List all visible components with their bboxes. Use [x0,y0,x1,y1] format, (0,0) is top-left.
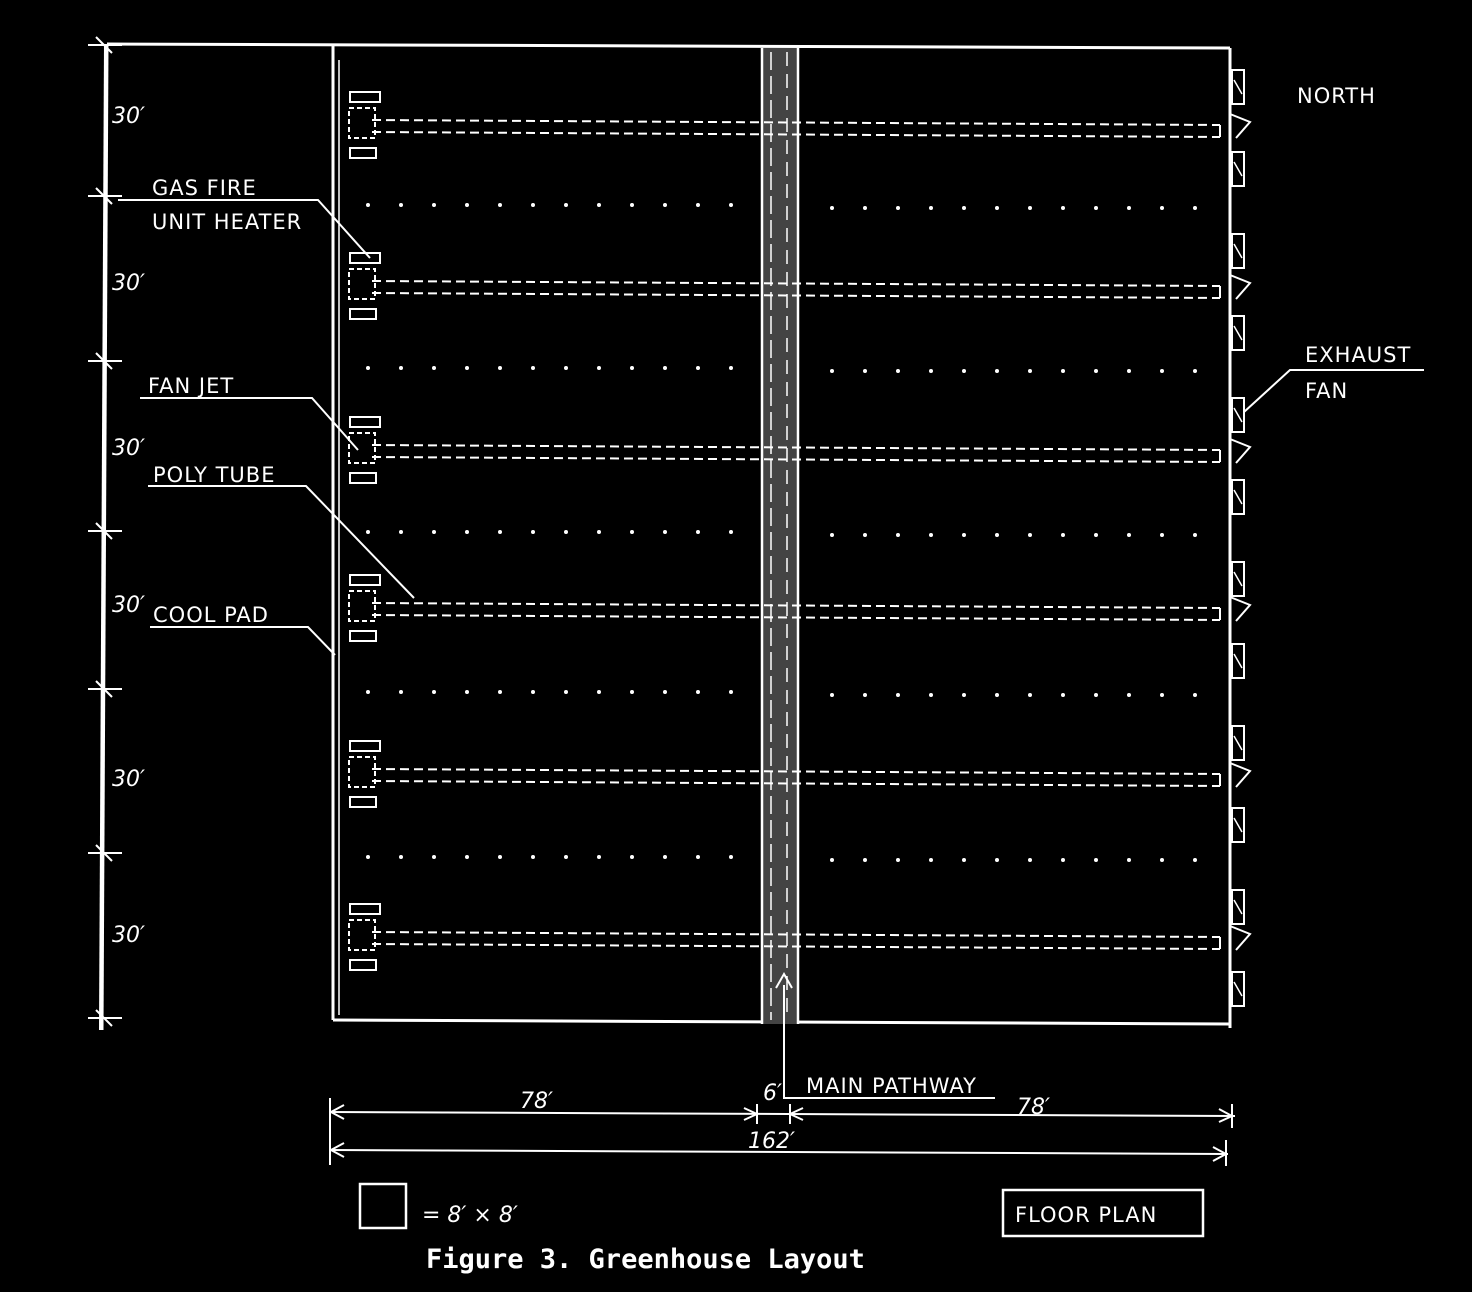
poly-tube-leader [148,486,414,598]
wall-notch [1230,597,1250,621]
main-pathway-strip [762,48,798,1024]
exhaust-fan [1232,562,1244,596]
unit-heater [349,904,380,970]
cool-pad-label: COOL PAD [153,603,269,627]
bay-height-label: 30′ [112,436,145,461]
exhaust-label-line1: EXHAUST [1305,343,1412,367]
path-width-dim: 6′ [763,1081,782,1106]
wall-notch [1230,926,1250,950]
unit-heater-group [349,92,380,970]
scale-legend-square [360,1184,406,1228]
north-label: NORTH [1297,84,1376,108]
dimension-tick [88,845,122,861]
exhaust-label-line2: FAN [1305,379,1349,403]
poly-tube-label: POLY TUBE [153,463,276,487]
exhaust-fan [1232,890,1244,924]
bay-height-label: 30′ [112,104,145,129]
exhaust-fan [1232,644,1244,678]
unit-heater [349,253,380,319]
bay-height-label: 30′ [112,767,145,792]
cool-pad-leader [150,627,335,655]
wall-notch [1230,275,1250,299]
unit-heater [349,741,380,807]
exhaust-fan [1232,234,1244,268]
exhaust-fan [1232,152,1244,186]
exhaust-fan [1232,808,1244,842]
exhaust-fan [1232,972,1244,1006]
bay-dimension-line [88,37,145,1030]
exhaust-fan [1232,398,1244,432]
bay-height-label: 30′ [112,593,145,618]
exhaust-fan [1232,726,1244,760]
floor-plan-label: FLOOR PLAN [1015,1203,1158,1227]
unit-heater [349,575,380,641]
gas-fire-label-line1: GAS FIRE [152,176,257,200]
wall-notch [1230,439,1250,463]
figure-caption: Figure 3. Greenhouse Layout [426,1244,865,1275]
unit-heater [349,92,380,158]
wall-notch [1230,114,1250,138]
exhaust-fan [1232,70,1244,104]
bay-height-label: 30′ [112,271,145,296]
total-width-dim: 162′ [748,1129,795,1154]
unit-heater [349,417,380,483]
fan-jet-leader [140,398,358,450]
fan-jet-label: FAN JET [148,374,235,398]
gas-fire-label-line2: UNIT HEATER [152,210,303,234]
exhaust-fan [1232,316,1244,350]
dimension-tick [88,1010,122,1026]
scale-legend-text: = 8′ × 8′ [422,1203,518,1228]
exhaust-fan [1232,480,1244,514]
exhaust-fan-column [1230,70,1250,1006]
wall-notch [1230,763,1250,787]
left-width-dim: 78′ [520,1089,553,1114]
bay-height-label: 30′ [112,923,145,948]
right-width-dim: 78′ [1017,1095,1050,1120]
greenhouse-outline [102,44,1230,1030]
main-pathway-label: MAIN PATHWAY [806,1074,977,1098]
